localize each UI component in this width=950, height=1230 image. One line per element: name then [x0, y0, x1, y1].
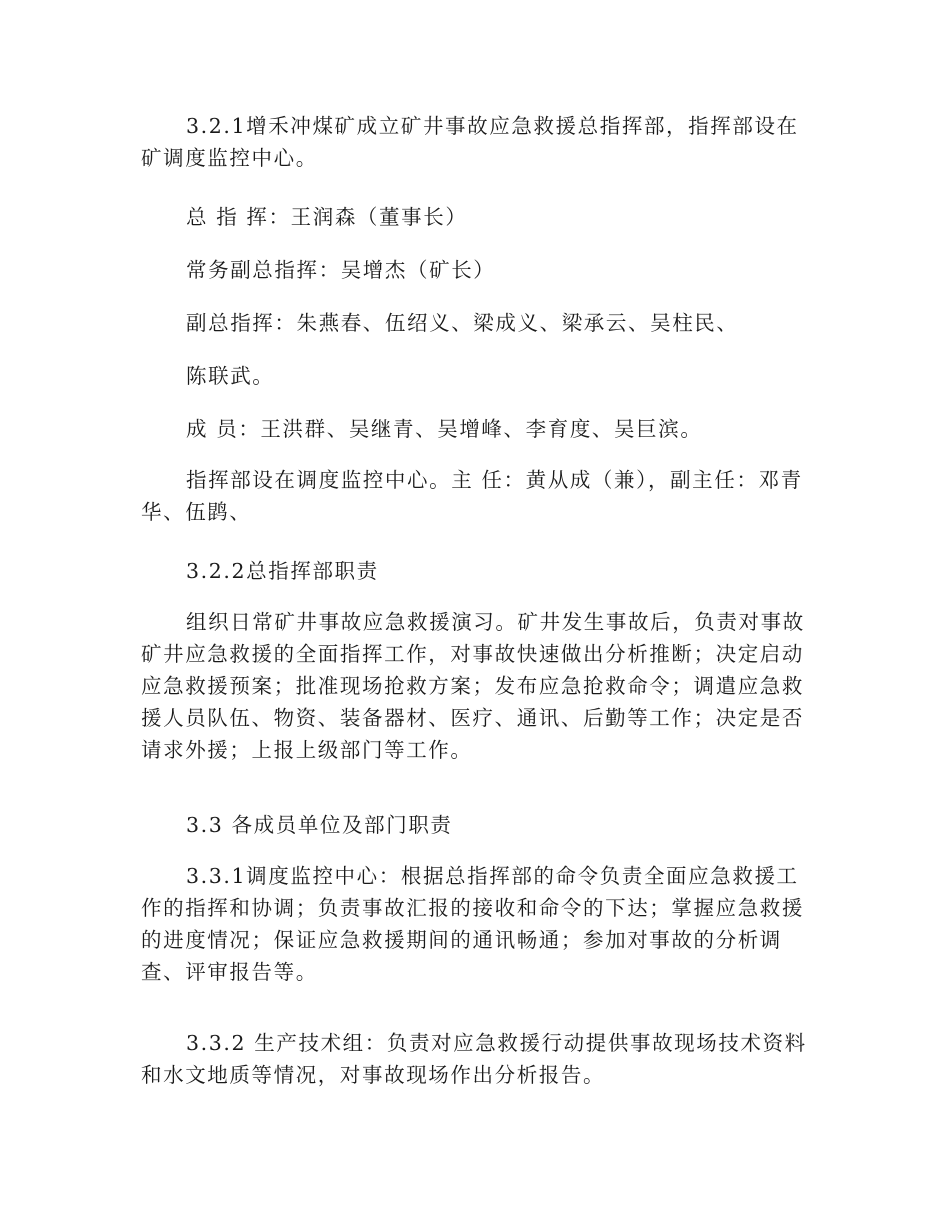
paragraph-hq-duties: 组织日常矿井事故应急救援演习。矿井发生事故后，负责对事故矿井应急救援的全面指挥工作，对事故快速做出分析推断；决定启动应急救援预案；批准现场抢救方案；发布应急抢救命令；调遣应急救援人员队伍、物资、装备器材、医疗、通讯、后勤等工作；决定是否请求外援；上报上级部门等工作。 [141, 610, 805, 762]
paragraph-members: 成 员：王洪群、吴继青、吴增峰、李育度、吴巨滨。 [186, 417, 703, 441]
paragraph-commander: 总 指 挥：王润森（董事长） [186, 205, 468, 229]
paragraph-executive-deputy: 常务副总指挥：吴增杰（矿长） [186, 258, 496, 282]
paragraph-3-3-1: 3.3.1调度监控中心：根据总指挥部的命令负责全面应急救援工作的指挥和协调；负责事故汇报的接收和命令的下达；掌握应急救援的进度情况；保证应急救援期间的通讯畅通；参加对事故的分析调查、评审报告等。 [141, 864, 804, 984]
paragraph-deputy-commanders-cont: 陈联武。 [186, 364, 275, 388]
heading-3-3: 3.3 各成员单位及部门职责 [186, 813, 453, 837]
paragraph-hq-location: 指挥部设在调度监控中心。主 任：黄从成（兼），副主任：邓青华、伍鹍、 [141, 468, 803, 524]
paragraph-3-3-2: 3.3.2 生产技术组：负责对应急救援行动提供事故现场技术资料和水文地质等情况，对事故现场作出分析报告。 [141, 1031, 807, 1087]
paragraph-deputy-commanders: 副总指挥：朱燕春、伍绍义、梁成义、梁承云、吴柱民、 [186, 311, 739, 335]
paragraph-3-2-1: 3.2.1增禾冲煤矿成立矿井事故应急救援总指挥部，指挥部设在矿调度监控中心。 [141, 114, 799, 170]
heading-3-2-2: 3.2.2总指挥部职责 [186, 559, 379, 583]
